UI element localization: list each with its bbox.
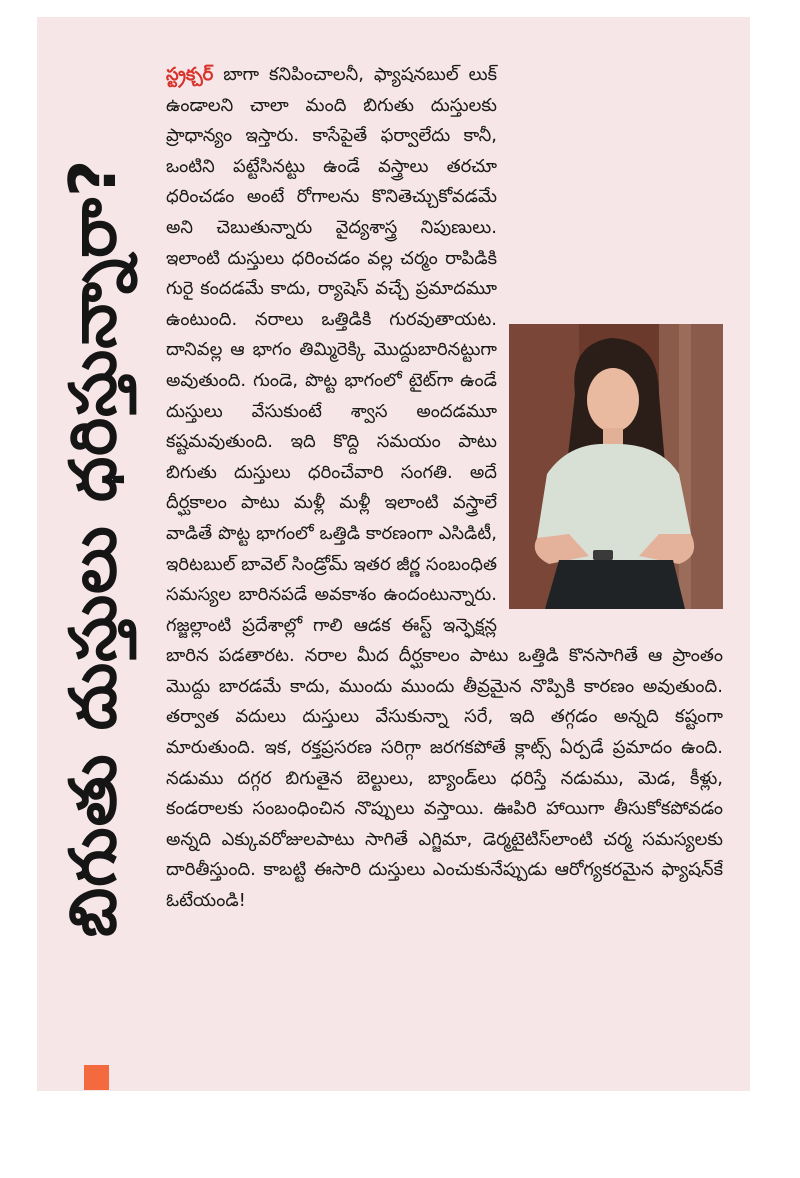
photo-face — [587, 368, 639, 432]
photo-woman-in-tight-pants — [509, 324, 723, 609]
end-marker — [84, 1065, 109, 1090]
headline: బిగుతు దుస్తులు ధరిస్తున్నారా? — [57, 158, 131, 938]
article-text: బాగా కనిపించాలనీ, ఫ్యాషనబుల్ లుక్ ఉండాలని చాలా మంది బిగుతు దుస్తులకు ప్రాధాన్యం ఇస్తారు. కాసేపైతే ఫర్వాలేదు కానీ, ఒంటిని పట్టేసినట్టు ఉండే వస్త్రాలు తరచూ ధరించడం అంటే రోగాలను కొనితెచ్చుకోవడమే అని చెబుతున్నారు వైద్యశాస్త్ర నిపుణులు. ఇలాంటి దుస్తులు ధరించడం వల్ల చర్మం రాపిడికి గురై కందడమే కాదు, ర్యాషెస్ వచ్చే ప్రమాదమూ ఉంటుంది. నరాలు ఒత్తిడికి గురవుతాయట. దానివల్ల ఆ భాగం తిమ్మిరెక్కి మొద్దుబారినట్టుగా అవుతుంది. గుండె, పొట్ట భాగంలో టైట్‌గా ఉండే దుస్తులు వేసుకుంటే శ్వాస అందడమూ కష్టమవుతుంది. ఇది కొద్ది సమయం పాటు బిగుతు దుస్తులు ధరించేవారి సంగతి. అదే దీర్ఘకాలం పాటు మళ్లీ మళ్లీ ఇలాంటి వస్త్రాలే వాడితే పొట్ట భాగంలో ఒత్తిడి కారణంగా ఎసిడిటీ, ఇరిటబుల్ బావెల్ సిండ్రోమ్ ఇతర జీర్ణ సంబంధిత సమస్యల బారినపడే అవకాశం ఉందంటున్నారు. గజ్జల్లాంటి ప్రదేశాల్లో గాలి ఆడక ఈస్ట్ ఇన్ఫెక్షన్ల బారిన పడతారట. నరాల మీద దీర్ఘకాలం పాటు ఒత్తిడి కొనసాగితే ఆ ప్రాంతం మొద్దు బారడమే కాదు, ముందు ముందు తీవ్రమైన నొప్పికి కారణం అవుతుంది. తర్వాత వదులు దుస్తులు వేసుకున్నా సరే, ఇది తగ్గడం అన్నది కష్టంగా మారుతుంది. ఇక, రక్తప్రసరణ సరిగ్గా జరగకపోతే క్లాట్స్ ఏర్పడే ప్రమాదం ఉంది. నడుము దగ్గర బిగుతైన బెల్టులు, బ్యాండ్‌లు ధరిస్తే నడుము, మెడ, కీళ్లు, కండరాలకు సంబంధించిన నొప్పులు వస్తాయి. ఊపిరి హాయిగా తీసుకోకపోవడం అన్నది ఎక్కువరోజులపాటు సాగితే ఎగ్జిమా, డెర్మటైటిస్‌లాంటి చర్మ సమస్యలకు దారితీస్తుంది. కాబట్టి ఈసారి దుస్తులు ఎంచుకునేప్పుడు ఆరోగ్యకరమైన ఫ్యాషన్‌కే ఓటేయండి! — [166, 64, 723, 912]
photo-pants — [545, 560, 685, 609]
article-body — [166, 60, 723, 1080]
article-lead-word: స్ట్రక్చర్ — [166, 64, 214, 85]
headline-column — [44, 58, 144, 1038]
article-photo — [509, 324, 723, 609]
